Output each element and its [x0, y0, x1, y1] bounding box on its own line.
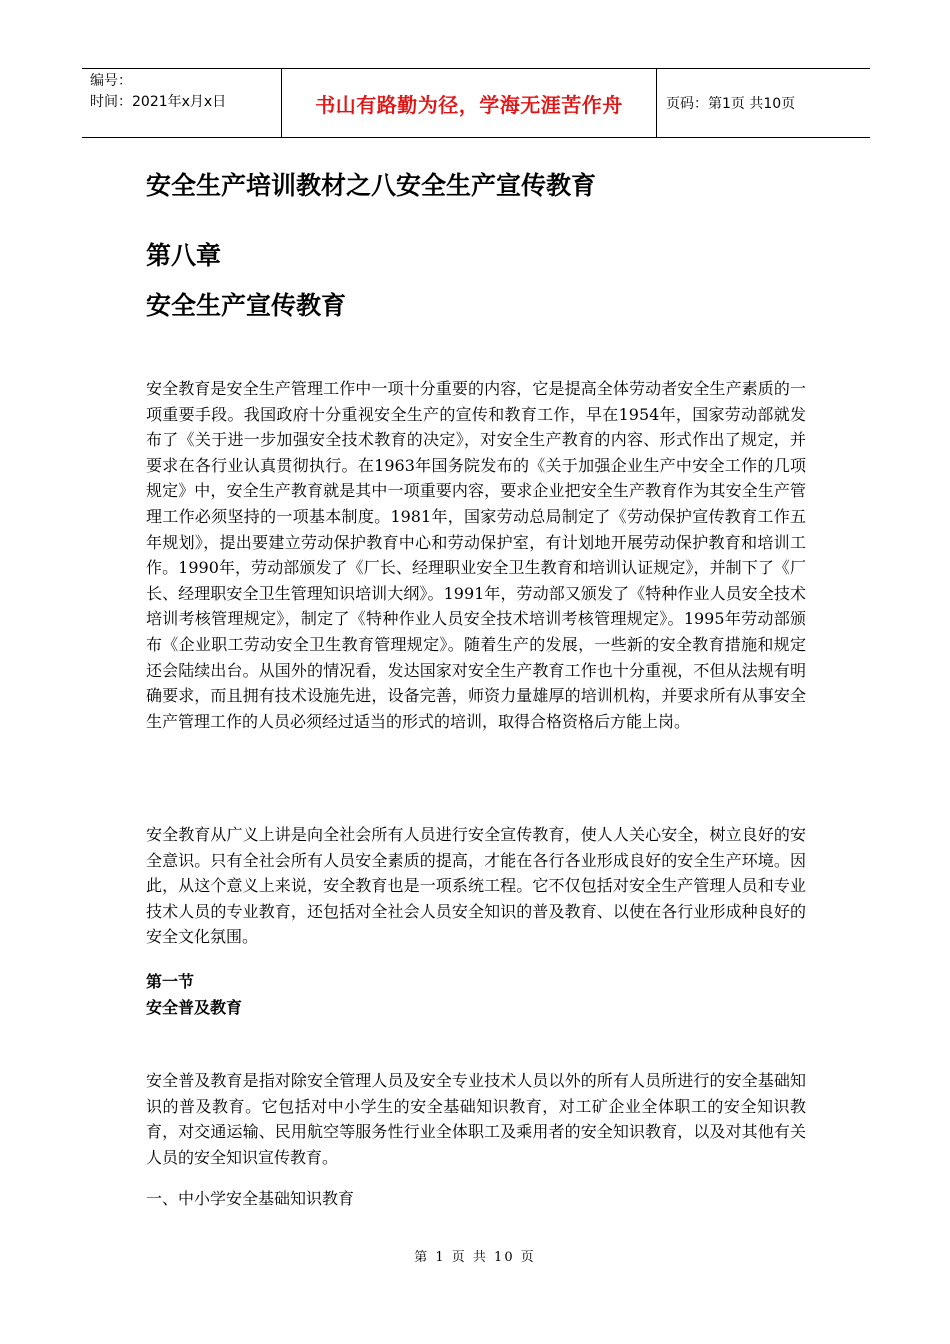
- subsection-heading: 一、中小学安全基础知识教育: [146, 1189, 355, 1208]
- chapter-number: 第八章: [146, 241, 222, 270]
- section-paragraph: 安全普及教育是指对除安全管理人员及安全专业技术人员以外的所有人员所进行的安全基础知识的普及教育。它包括对中小学生的安全基础知识教育，对工矿企业全体职工的安全知识教育，对交通运输、民用航空等服务性行业全体职工及乘用者的安全知识教育，以及对其他有关人员的安全知识宣传教育。: [146, 1071, 806, 1167]
- header-time-label: 时间：2021年x月x日: [90, 94, 227, 110]
- header-motto-cell: [281, 69, 657, 137]
- page-footer: 第 1 页 共 10 页: [414, 1250, 536, 1265]
- document-title: 安全生产培训教材之八安全生产宣传教育: [146, 171, 597, 200]
- header-meta: [90, 71, 280, 113]
- body-paragraph: 安全教育从广义上讲是向全社会所有人员进行安全宣传教育，使人人关心安全，树立良好的安全意识。只有全社会所有人员安全素质的提高，才能在各行各业形成良好的安全生产环境。因此，从这个意义上来说，安全教育也是一项系统工程。它不仅包括对安全生产管理人员和专业技术人员的专业教育，还包括对全社会人员安全知识的普及教育、以使在各行业形成种良好的安全文化氛围。: [146, 825, 806, 947]
- header-motto: 书山有路勤为径，学海无涯苦作舟: [315, 92, 623, 117]
- body-paragraph: 安全教育是安全生产管理工作中一项十分重要的内容，它是提高全体劳动者安全生产素质的一项重要手段。我国政府十分重视安全生产的宣传和教育工作，早在1954年，国家劳动部就发布了《关于进一步加强安全技术教育的决定》，对安全生产教育的内容、形式作出了规定，并要求在各行业认真贯彻执行。在1963年国务院发布的《关于加强企业生产中安全工作的几项规定》中，安全生产教育就是其中一项重要内容，要求企业把安全生产教育作为其安全生产管理工作必须坚持的一项基本制度。1981年，国家劳动总局制定了《劳动保护宣传教育工作五年规划》，提出要建立劳动保护教育中心和劳动保护室，有计划地开展劳动保护教育和培训工作。1990年，劳动部颁发了《厂长、经理职业安全卫生教育和培训认证规定》，并制下了《厂长、经理职安全卫生管理知识培训大纲》。1991年，劳动部又颁发了《特种作业人员安全技术培训考核管理规定》，制定了《特种作业人员安全技术培训考核管理规定》。1995年劳动部颁布《企业职工劳动安全卫生教育管理规定》。随着生产的发展，一些新的安全教育措施和规定还会陆续出台。从国外的情况看，发达国家对安全生产教育工作也十分重视，不但从法规有明确要求，而且拥有技术设施先进，设备完善，师资力量雄厚的培训机构，并要求所有从事安全生产管理工作的人员必须经过适当的形式的培训，取得合格资格后方能上岗。: [146, 379, 806, 731]
- chapter-title: 安全生产宣传教育: [146, 291, 347, 320]
- header-page-info: 页码：第1页 共10页: [666, 96, 796, 112]
- header-number-label: 编号：: [90, 73, 132, 89]
- section-number: 第一节: [146, 972, 195, 991]
- section-title: 安全普及教育: [146, 998, 243, 1017]
- page-header: [82, 68, 870, 138]
